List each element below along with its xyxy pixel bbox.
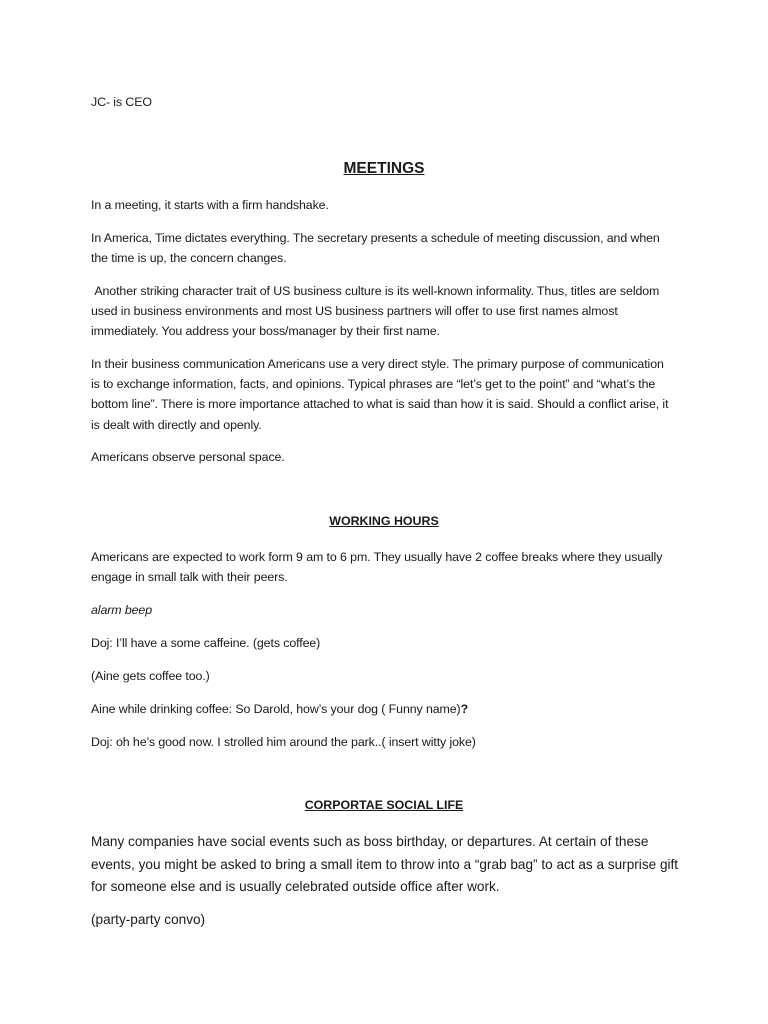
meetings-paragraph-2: In America, Time dictates everything. The secretary presents a schedule of meeting discussion, and when the time is up, the concern changes. [91,231,660,266]
meetings-paragraph-4: In their business communication Americans use a very direct style. The primary purpose of communication is to exchange information, facts, and opinions. Typical phrases are “let’s get to the point” and “what’s the bottom line”. There is more importance attached to what is said than how it is said. Should a conflict arise, it is dealt with directly and openly. [91,357,669,432]
dialogue-line-3-text: Aine while drinking coffee: So Darold, how’s your dog ( Funny name) [91,702,461,716]
social-life-paragraph: Many companies have social events such as boss birthday, or departures. At certain of these events, you might be asked to bring a small item to throw into a “grab bag” to act as a surprise gift for someone else and is usually celebrated outside office after work. [91,834,679,894]
header-note: JC- is CEO [91,95,152,109]
meetings-paragraph-3: Another striking character trait of US business culture is its well-known informality. Thus, titles are seldom used in business environments and most US business partners will offer to use first names almost immediately. You address your boss/manager by their first name. [91,284,663,339]
social-life-heading: CORPORTAE SOCIAL LIFE [304,798,464,812]
social-life-note: (party-party convo) [91,912,206,927]
meetings-paragraph-1: In a meeting, it starts with a firm handshake. [91,198,329,212]
meetings-paragraph-5: Americans observe personal space. [91,450,285,464]
meetings-heading: MEETINGS [343,160,425,177]
dialogue-line-1: Doj: I’ll have a some caffeine. (gets coffee) [91,636,321,650]
stage-direction: alarm beep [91,603,152,617]
working-hours-heading: WORKING HOURS [329,514,439,528]
dialogue-line-4: Doj: oh he’s good now. I strolled him around the park..( insert witty joke) [91,735,476,749]
dialogue-line-3 [91,699,671,719]
dialogue-line-2: (Aine gets coffee too.) [91,669,210,683]
dialogue-question-mark: ? [460,702,469,716]
working-hours-intro: Americans are expected to work form 9 am to 6 pm. They usually have 2 coffee breaks where they usually engage in small talk with their peers. [91,550,663,585]
